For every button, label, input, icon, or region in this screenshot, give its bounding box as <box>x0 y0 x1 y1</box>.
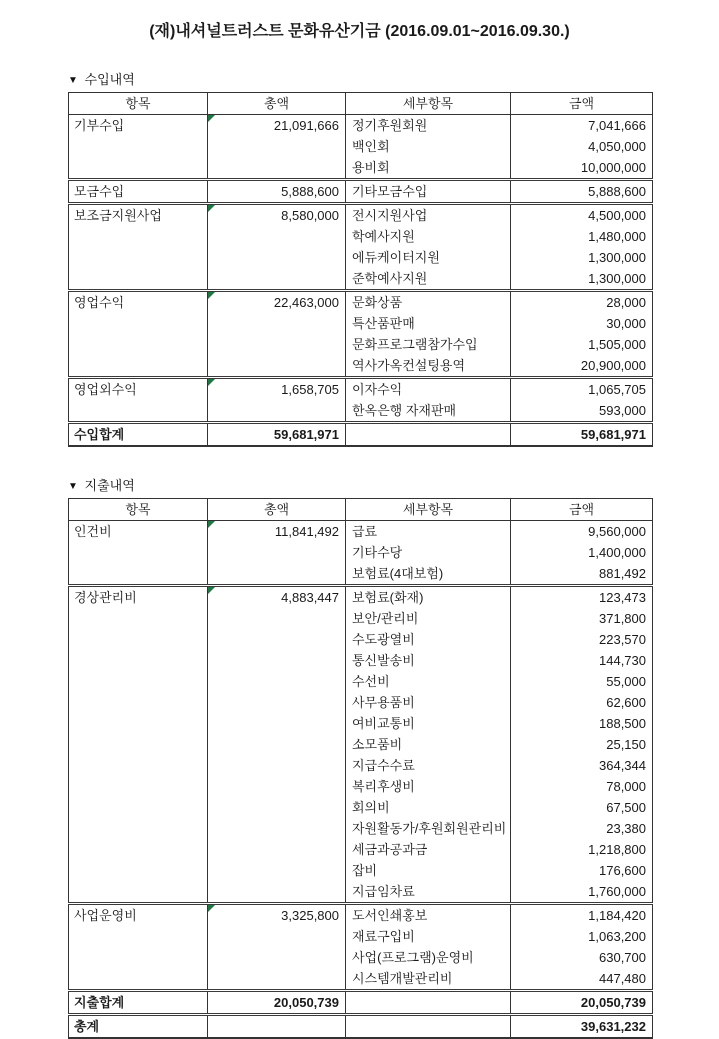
total-amount-cell: 20,050,739 <box>511 991 653 1015</box>
detail-name-cell: 소모품비 <box>346 734 511 755</box>
item-cell: 보조금지원사업 <box>69 204 208 291</box>
column-header: 항목 <box>69 499 208 521</box>
detail-amount-cell: 144,730 <box>511 650 653 671</box>
detail-name-cell: 세금과공과금 <box>346 839 511 860</box>
income-section-label <box>68 69 652 88</box>
table-row <box>69 204 653 227</box>
detail-amount-cell: 9,560,000 <box>511 521 653 543</box>
item-total-cell: 8,580,000 <box>208 204 346 291</box>
detail-amount-cell: 223,570 <box>511 629 653 650</box>
total-sum-cell: 59,681,971 <box>208 423 346 447</box>
detail-amount-cell: 5,888,600 <box>511 180 653 204</box>
detail-name-cell: 정기후원회원 <box>346 115 511 137</box>
total-sum-cell: 20,050,739 <box>208 991 346 1015</box>
item-cell: 영업외수익 <box>69 378 208 423</box>
detail-name-cell: 보험료(화재) <box>346 586 511 609</box>
detail-amount-cell: 1,300,000 <box>511 247 653 268</box>
item-total-cell: 3,325,800 <box>208 904 346 991</box>
item-total-cell: 22,463,000 <box>208 291 346 378</box>
detail-name-cell: 역사가옥컨설팅용역 <box>346 355 511 378</box>
detail-amount-cell: 593,000 <box>511 400 653 423</box>
detail-amount-cell: 447,480 <box>511 968 653 991</box>
detail-name-cell: 회의비 <box>346 797 511 818</box>
grand-total-row <box>69 1015 653 1039</box>
item-total-cell: 5,888,600 <box>208 180 346 204</box>
table-row <box>69 180 653 204</box>
item-total-cell: 1,658,705 <box>208 378 346 423</box>
detail-name-cell: 보험료(4대보험) <box>346 563 511 586</box>
item-cell: 영업수익 <box>69 291 208 378</box>
expenditure-table <box>68 498 653 1039</box>
item-total-cell: 11,841,492 <box>208 521 346 586</box>
detail-amount-cell: 1,760,000 <box>511 881 653 904</box>
detail-name-cell: 백인회 <box>346 136 511 157</box>
detail-amount-cell: 4,050,000 <box>511 136 653 157</box>
detail-name-cell: 특산품판매 <box>346 313 511 334</box>
total-label-cell: 지출합계 <box>69 991 208 1015</box>
detail-amount-cell: 364,344 <box>511 755 653 776</box>
detail-name-cell: 기타수당 <box>346 542 511 563</box>
detail-amount-cell: 176,600 <box>511 860 653 881</box>
detail-name-cell: 전시지원사업 <box>346 204 511 227</box>
detail-name-cell: 재료구입비 <box>346 926 511 947</box>
detail-amount-cell: 10,000,000 <box>511 157 653 180</box>
header-row <box>69 499 653 521</box>
detail-name-cell: 지급임차료 <box>346 881 511 904</box>
detail-name-cell: 통신발송비 <box>346 650 511 671</box>
detail-amount-cell: 1,400,000 <box>511 542 653 563</box>
detail-name-cell: 잡비 <box>346 860 511 881</box>
detail-amount-cell: 188,500 <box>511 713 653 734</box>
detail-name-cell: 문화상품 <box>346 291 511 314</box>
expenditure-section-title: 지출내역 <box>84 478 135 493</box>
detail-amount-cell: 630,700 <box>511 947 653 968</box>
column-header: 세부항목 <box>346 499 511 521</box>
header-row <box>69 93 653 115</box>
income-section <box>68 69 652 447</box>
total-row <box>69 423 653 447</box>
detail-amount-cell: 55,000 <box>511 671 653 692</box>
total-detail-cell <box>346 423 511 447</box>
detail-amount-cell: 7,041,666 <box>511 115 653 137</box>
detail-name-cell: 시스템개발관리비 <box>346 968 511 991</box>
total-amount-cell: 59,681,971 <box>511 423 653 447</box>
table-row <box>69 291 653 314</box>
detail-name-cell: 한옥은행 자재판매 <box>346 400 511 423</box>
detail-name-cell: 사업(프로그램)운영비 <box>346 947 511 968</box>
detail-amount-cell: 28,000 <box>511 291 653 314</box>
page-title: (재)내셔널트러스트 문화유산기금 (2016.09.01~2016.09.30.) <box>149 23 570 40</box>
detail-name-cell: 용비회 <box>346 157 511 180</box>
expenditure-section-label <box>68 475 652 494</box>
column-header: 금액 <box>511 93 653 115</box>
table-row <box>69 521 653 543</box>
detail-name-cell: 학예사지원 <box>346 226 511 247</box>
detail-amount-cell: 123,473 <box>511 586 653 609</box>
item-cell: 사업운영비 <box>69 904 208 991</box>
detail-name-cell: 에듀케이터지원 <box>346 247 511 268</box>
detail-amount-cell: 30,000 <box>511 313 653 334</box>
table-row <box>69 115 653 137</box>
column-header: 금액 <box>511 499 653 521</box>
triangle-bullet-icon: ▼ <box>68 481 78 492</box>
item-total-cell: 4,883,447 <box>208 586 346 904</box>
total-detail-cell <box>346 1015 511 1039</box>
detail-amount-cell: 78,000 <box>511 776 653 797</box>
column-header: 총액 <box>208 499 346 521</box>
column-header: 세부항목 <box>346 93 511 115</box>
detail-name-cell: 여비교통비 <box>346 713 511 734</box>
detail-amount-cell: 1,300,000 <box>511 268 653 291</box>
detail-amount-cell: 23,380 <box>511 818 653 839</box>
detail-amount-cell: 67,500 <box>511 797 653 818</box>
detail-amount-cell: 1,063,200 <box>511 926 653 947</box>
total-label-cell: 총계 <box>69 1015 208 1039</box>
detail-name-cell: 수선비 <box>346 671 511 692</box>
detail-name-cell: 기타모금수입 <box>346 180 511 204</box>
item-cell: 경상관리비 <box>69 586 208 904</box>
detail-amount-cell: 1,065,705 <box>511 378 653 401</box>
total-detail-cell <box>346 991 511 1015</box>
total-label-cell: 수입합계 <box>69 423 208 447</box>
table-row <box>69 378 653 401</box>
column-header: 총액 <box>208 93 346 115</box>
detail-amount-cell: 881,492 <box>511 563 653 586</box>
income-section-title: 수입내역 <box>84 72 135 87</box>
detail-name-cell: 복리후생비 <box>346 776 511 797</box>
detail-amount-cell: 62,600 <box>511 692 653 713</box>
detail-name-cell: 수도광열비 <box>346 629 511 650</box>
total-sum-cell <box>208 1015 346 1039</box>
table-row <box>69 586 653 609</box>
total-row <box>69 991 653 1015</box>
item-cell: 인건비 <box>69 521 208 586</box>
detail-name-cell: 보안/관리비 <box>346 608 511 629</box>
item-cell: 기부수입 <box>69 115 208 180</box>
detail-amount-cell: 1,480,000 <box>511 226 653 247</box>
column-header: 항목 <box>69 93 208 115</box>
detail-amount-cell: 371,800 <box>511 608 653 629</box>
detail-name-cell: 급료 <box>346 521 511 543</box>
detail-name-cell: 지급수수료 <box>346 755 511 776</box>
detail-name-cell: 준학예사지원 <box>346 268 511 291</box>
detail-amount-cell: 4,500,000 <box>511 204 653 227</box>
report-content <box>68 69 652 1039</box>
item-total-cell: 21,091,666 <box>208 115 346 180</box>
detail-name-cell: 이자수익 <box>346 378 511 401</box>
detail-amount-cell: 1,184,420 <box>511 904 653 927</box>
detail-name-cell: 자원활동가/후원회원관리비 <box>346 818 511 839</box>
triangle-bullet-icon: ▼ <box>68 75 78 86</box>
table-row <box>69 904 653 927</box>
item-cell: 모금수입 <box>69 180 208 204</box>
detail-name-cell: 사무용품비 <box>346 692 511 713</box>
income-table <box>68 92 653 447</box>
detail-amount-cell: 1,218,800 <box>511 839 653 860</box>
expenditure-section <box>68 475 652 1039</box>
detail-name-cell: 문화프로그램참가수입 <box>346 334 511 355</box>
detail-amount-cell: 1,505,000 <box>511 334 653 355</box>
detail-name-cell: 도서인쇄홍보 <box>346 904 511 927</box>
detail-amount-cell: 25,150 <box>511 734 653 755</box>
detail-amount-cell: 20,900,000 <box>511 355 653 378</box>
total-amount-cell: 39,631,232 <box>511 1015 653 1039</box>
